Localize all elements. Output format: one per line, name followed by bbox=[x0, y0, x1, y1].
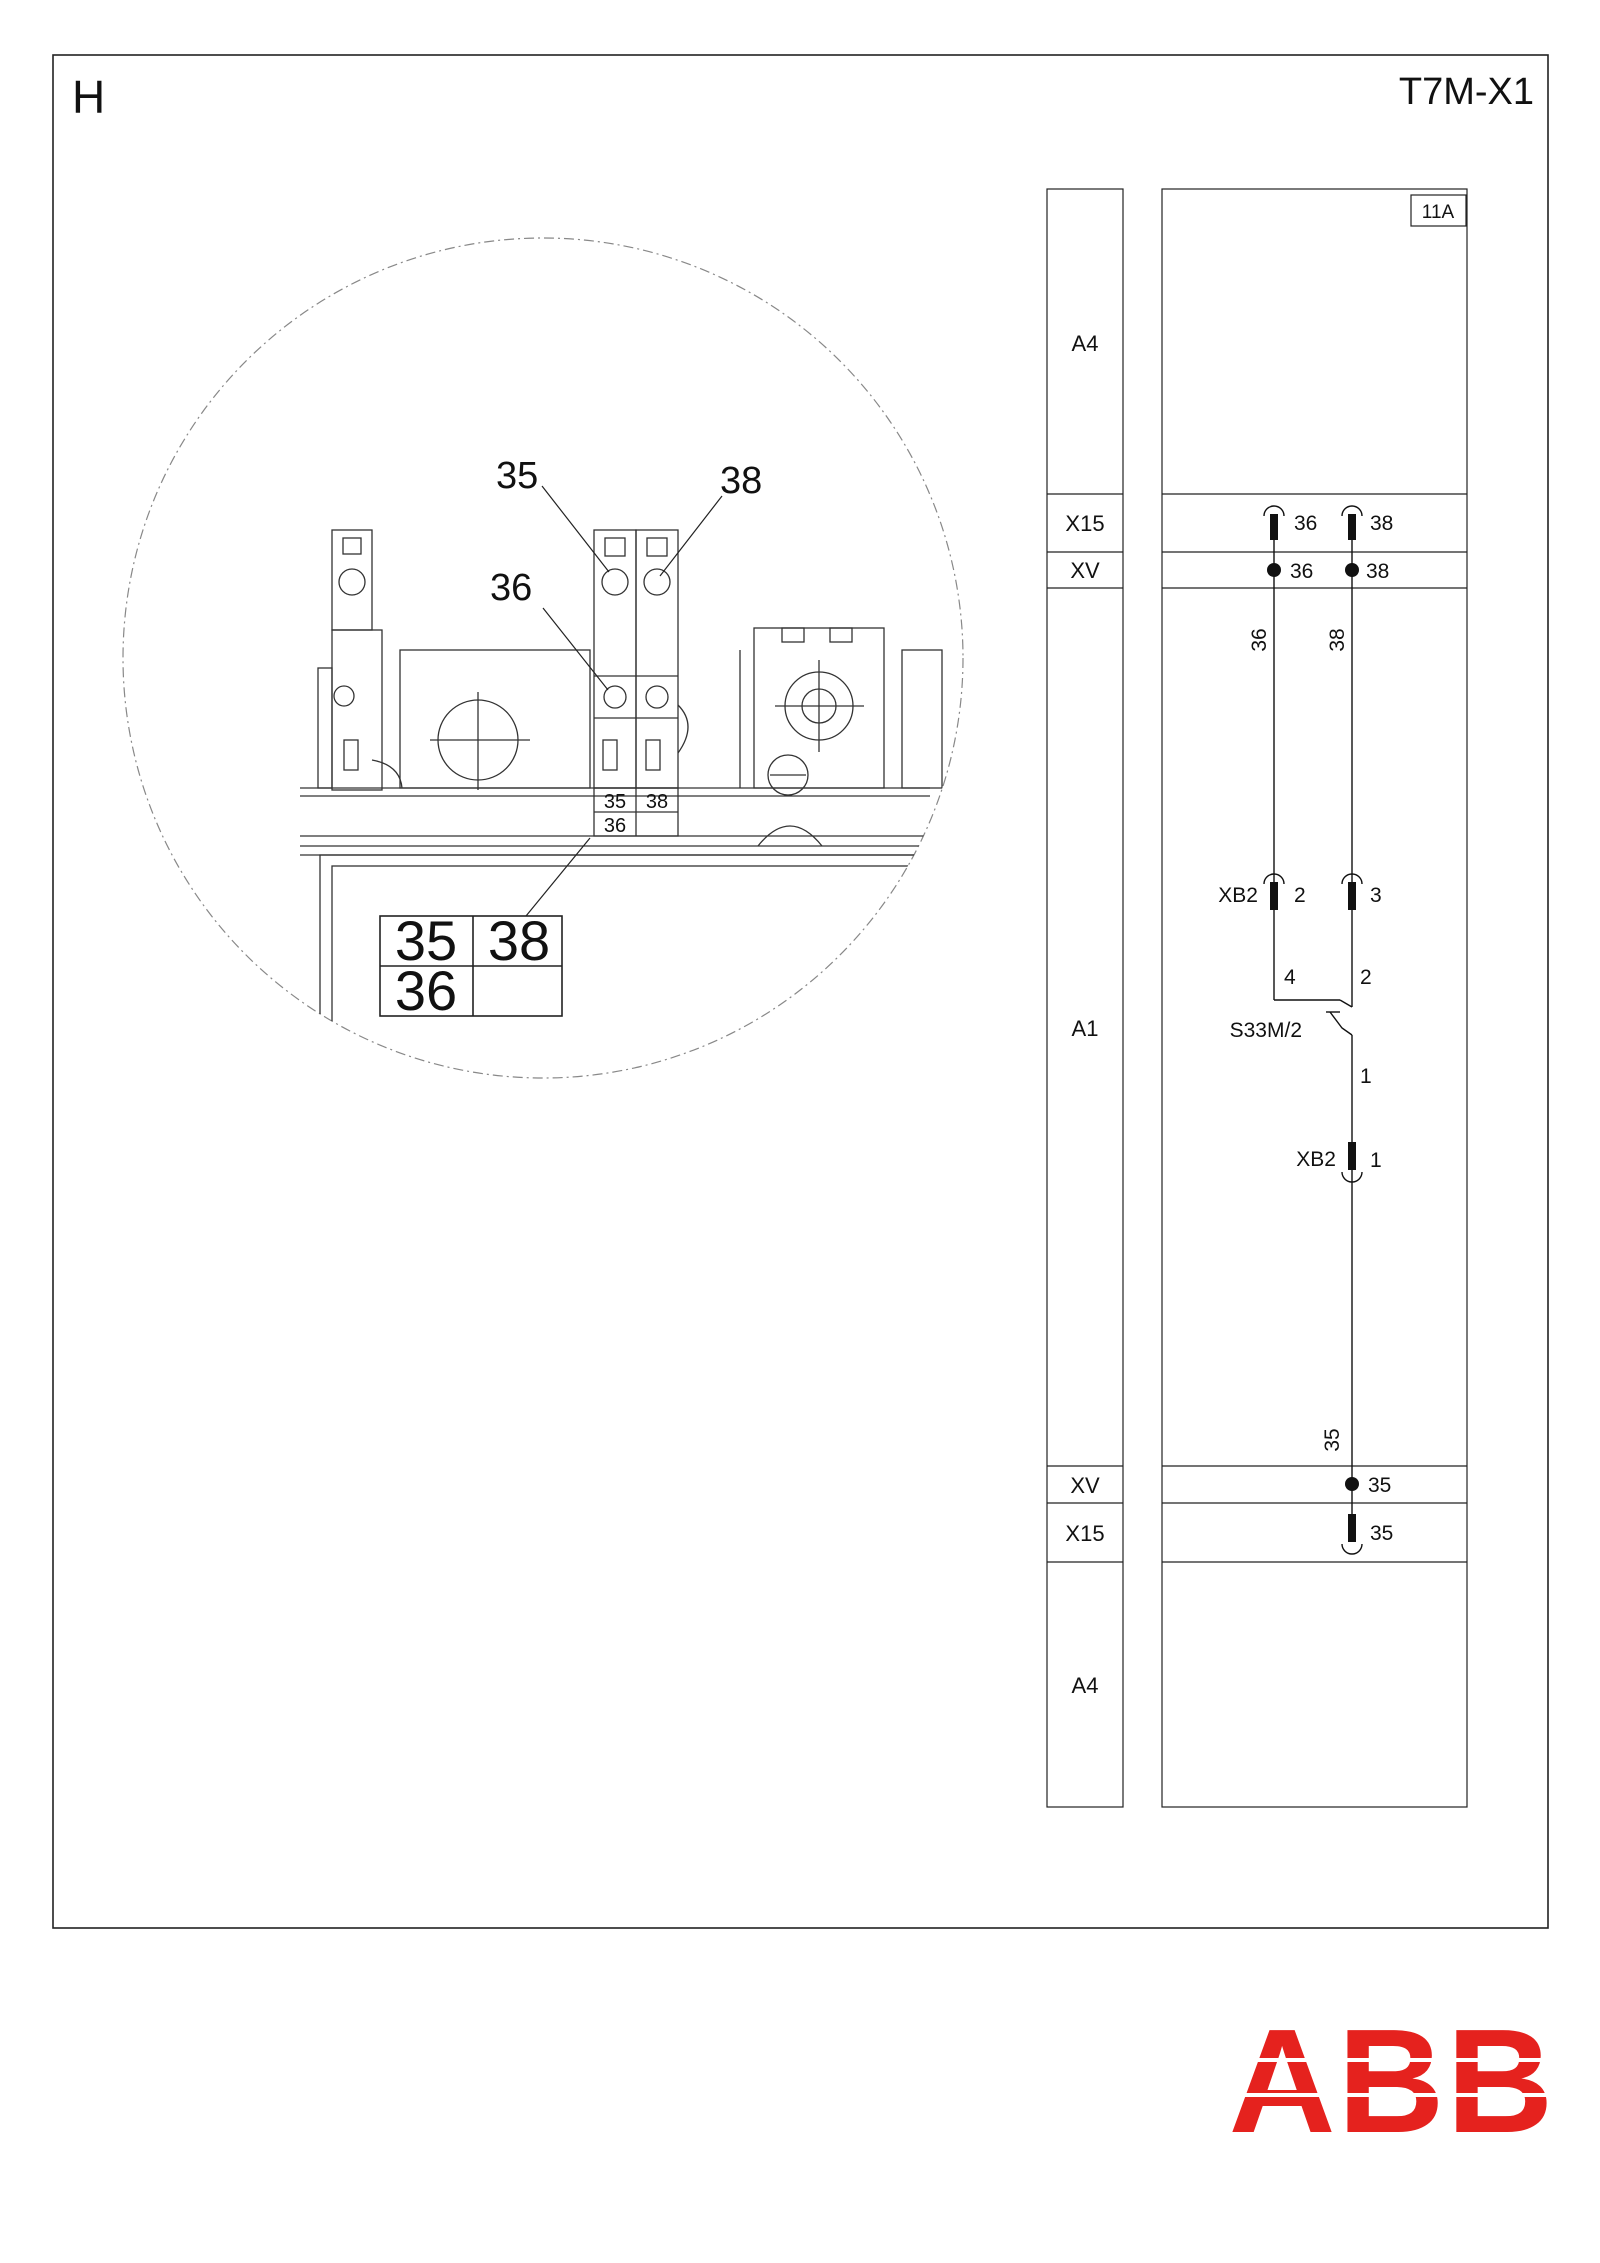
xv-top-38: 38 bbox=[1366, 560, 1390, 583]
junction-xv-38 bbox=[1345, 563, 1359, 577]
x15-bottom-35: 35 bbox=[1370, 1522, 1394, 1545]
marker-large bbox=[380, 909, 562, 1022]
contact-pin-1: 1 bbox=[1360, 1065, 1372, 1088]
xb2-pin-3: 3 bbox=[1370, 884, 1382, 907]
label-x15-bottom: X15 bbox=[1065, 1521, 1105, 1546]
plug-x15-38 bbox=[1342, 506, 1362, 540]
detail-view bbox=[123, 238, 963, 1116]
contact-pin-4: 4 bbox=[1284, 966, 1296, 989]
xb2-lower-pin-1: 1 bbox=[1370, 1149, 1382, 1172]
contact-s33m2 bbox=[1326, 1000, 1352, 1035]
junction-xv-35 bbox=[1345, 1477, 1359, 1491]
marker-large-38: 38 bbox=[487, 909, 551, 972]
plug-x15-36 bbox=[1264, 506, 1284, 540]
schematic-panel bbox=[1162, 189, 1467, 1807]
marker-small-35: 35 bbox=[603, 791, 627, 813]
xv-bottom-35: 35 bbox=[1368, 1474, 1392, 1497]
xb2-upper-label: XB2 bbox=[1218, 884, 1258, 907]
callout-36: 36 bbox=[490, 567, 533, 609]
label-x15-top: X15 bbox=[1065, 511, 1105, 536]
marker-small bbox=[594, 788, 678, 837]
marker-large-36: 36 bbox=[394, 959, 458, 1022]
wire-label-36: 36 bbox=[1248, 628, 1271, 652]
marker-small-38: 38 bbox=[645, 791, 669, 813]
xb2-lower-label: XB2 bbox=[1296, 1148, 1336, 1171]
label-xv-bottom: XV bbox=[1070, 1473, 1100, 1498]
sheet-letter: H bbox=[72, 71, 106, 123]
wire-label-35: 35 bbox=[1321, 1428, 1344, 1452]
sheet-frame bbox=[53, 55, 1548, 1928]
contact-label: S33M/2 bbox=[1229, 1019, 1302, 1042]
x15-top-38: 38 bbox=[1370, 512, 1394, 535]
leader-35 bbox=[542, 486, 609, 572]
label-a4-bottom: A4 bbox=[1071, 1673, 1099, 1698]
drawing-id: T7M-X1 bbox=[1398, 71, 1534, 113]
label-xv-top: XV bbox=[1070, 558, 1100, 583]
abb-logo bbox=[1229, 1999, 1560, 2164]
xb2-pin-2: 2 bbox=[1294, 884, 1306, 907]
wire-label-38: 38 bbox=[1326, 628, 1349, 652]
marker-small-36: 36 bbox=[603, 815, 627, 837]
side-label-strip bbox=[1047, 189, 1123, 1807]
ref-box-label: 11A bbox=[1421, 202, 1455, 223]
leader-marker bbox=[526, 838, 590, 916]
junction-xv-36 bbox=[1267, 563, 1281, 577]
abb-logo-text: ABB bbox=[1228, 1999, 1556, 2164]
marker-large-35: 35 bbox=[394, 909, 458, 972]
contact-pin-2: 2 bbox=[1360, 966, 1372, 989]
label-a1: A1 bbox=[1071, 1016, 1099, 1041]
callout-38: 38 bbox=[720, 460, 763, 502]
x15-top-36: 36 bbox=[1294, 512, 1318, 535]
leader-38 bbox=[660, 496, 722, 576]
label-a4-top: A4 bbox=[1071, 331, 1099, 356]
callout-35: 35 bbox=[496, 455, 539, 497]
xv-top-36: 36 bbox=[1290, 560, 1314, 583]
plug-x15-35 bbox=[1342, 1514, 1362, 1554]
leader-36 bbox=[543, 608, 608, 690]
